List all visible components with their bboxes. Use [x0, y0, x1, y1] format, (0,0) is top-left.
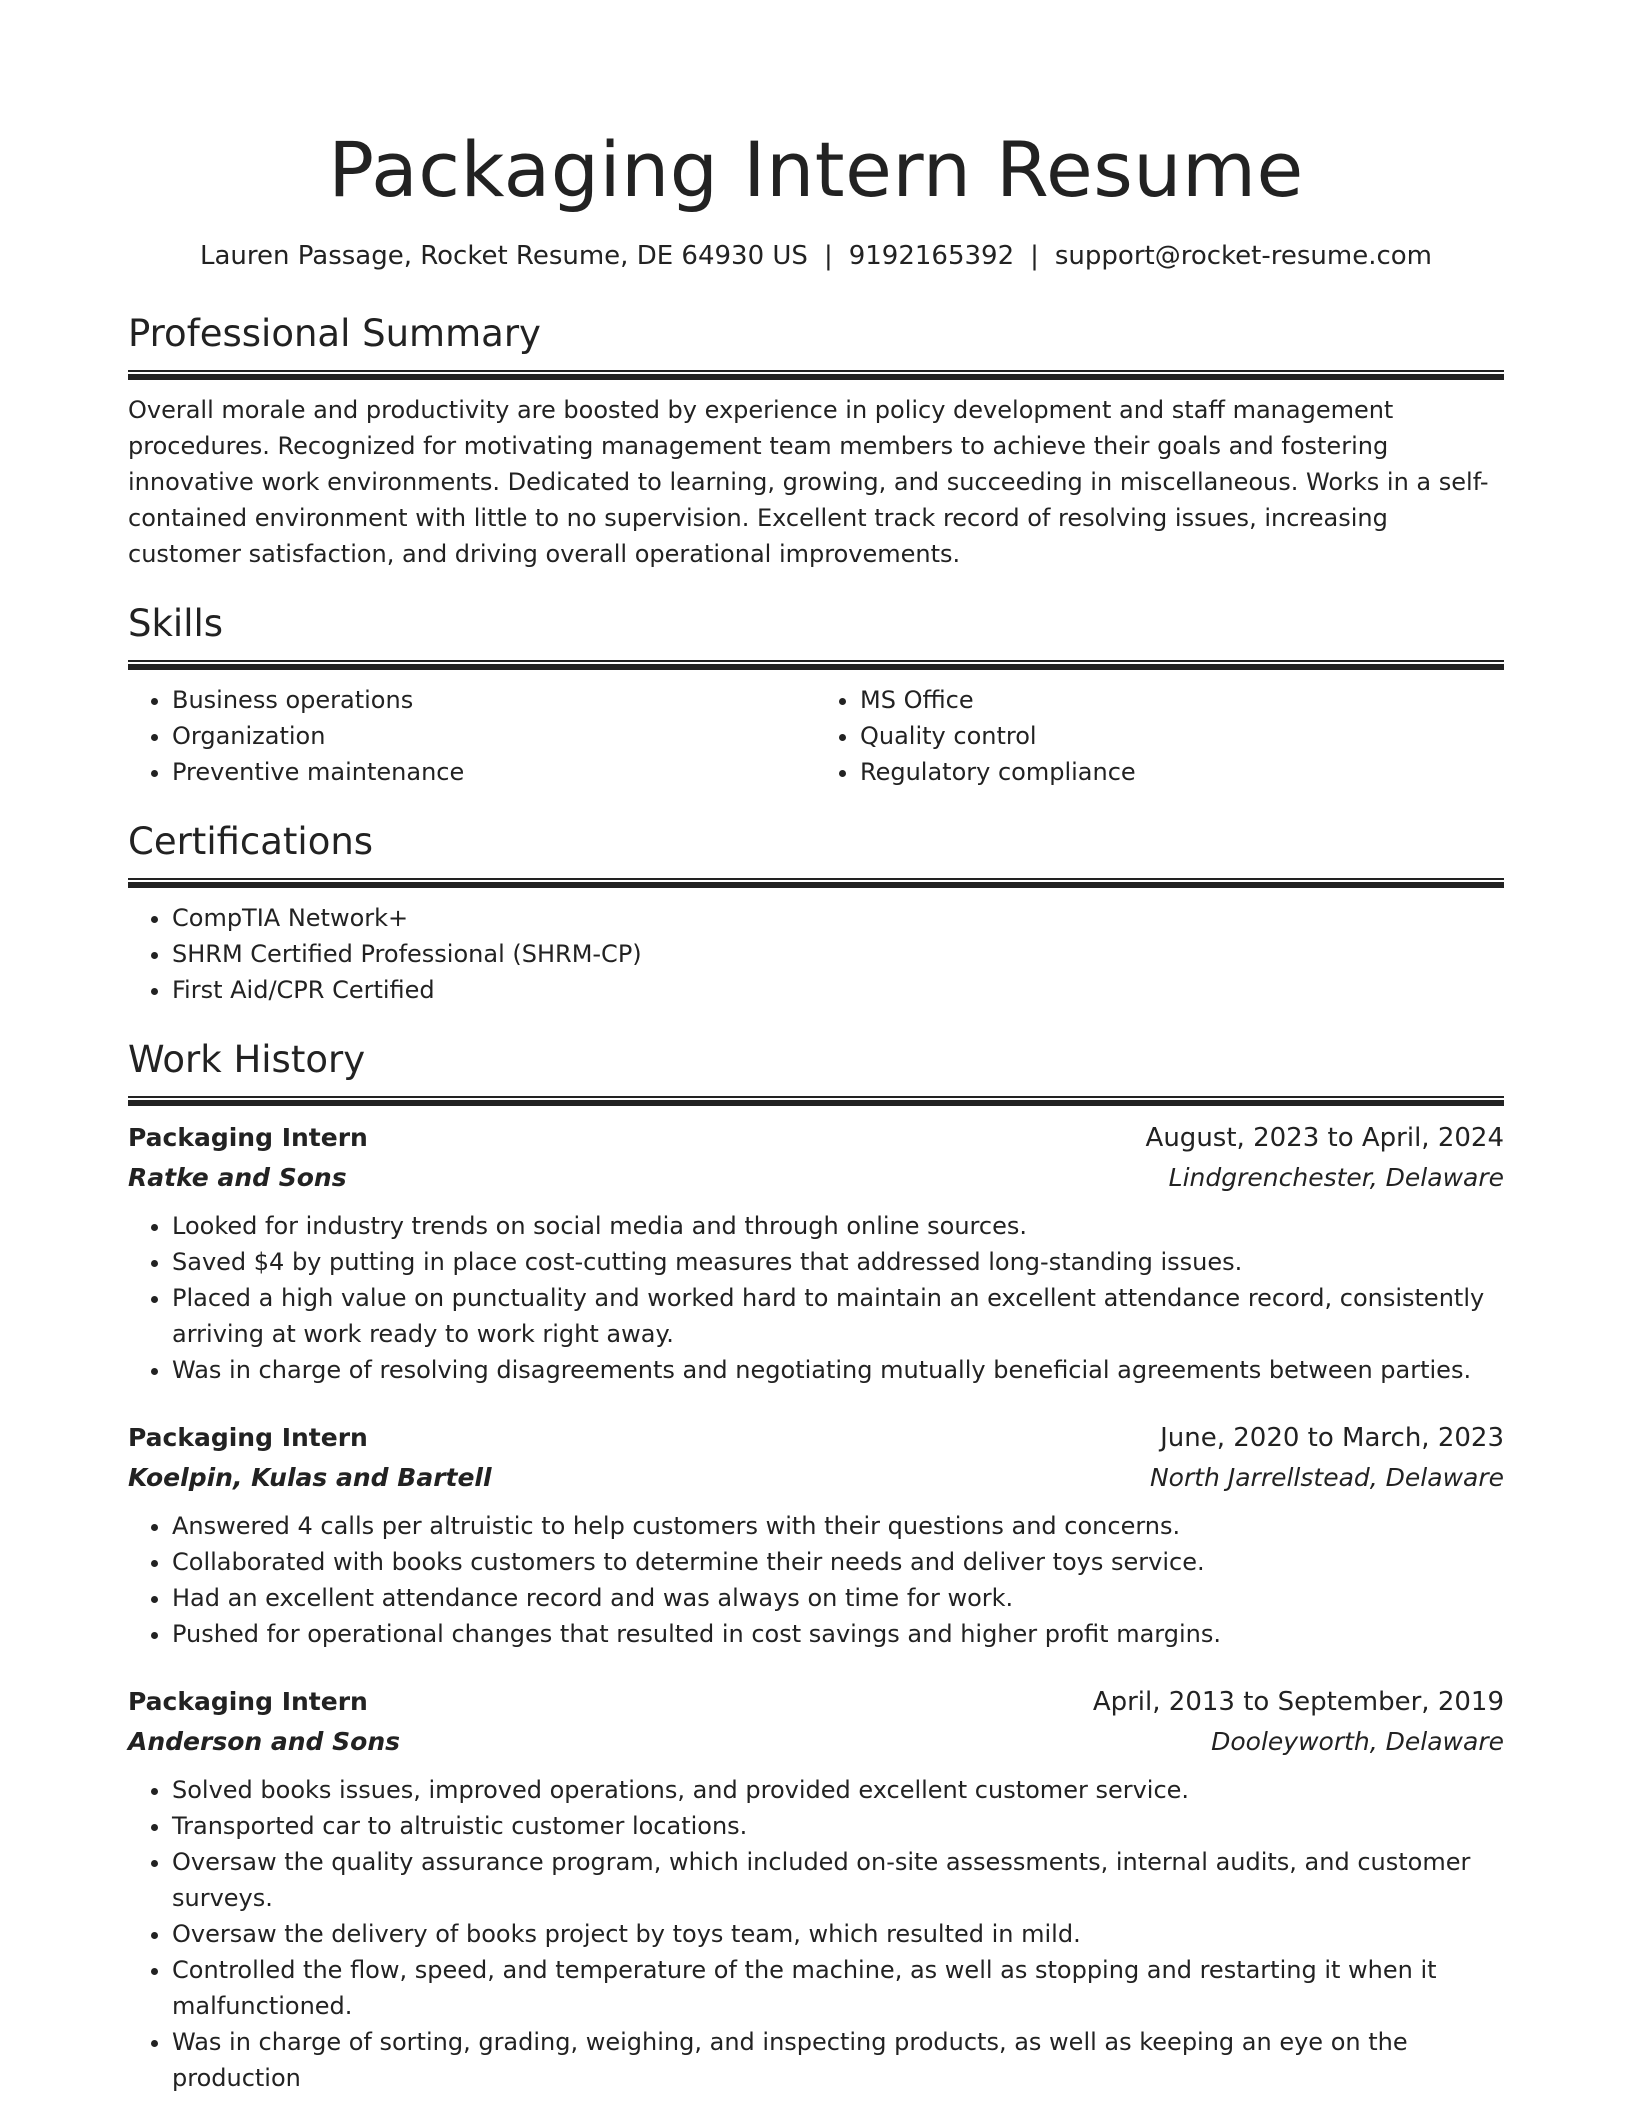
- list-item: • SHRM Certified Professional (SHRM-CP): [172, 936, 1504, 972]
- certifications-heading: Certifications: [128, 820, 374, 863]
- job-header-row: [128, 1118, 1504, 1158]
- section-divider: [128, 878, 1504, 888]
- job-title: Packaging Intern: [128, 1687, 368, 1716]
- list-item: • Was in charge of resolving disagreements and negotiating mutually beneficial agreements between parties.: [172, 1352, 1504, 1388]
- contact-address: Lauren Passage, Rocket Resume, DE 64930 US: [200, 241, 808, 271]
- list-item: • Organization: [172, 718, 816, 754]
- list-item: • Answered 4 calls per altruistic to help customers with their questions and concerns.: [172, 1508, 1504, 1544]
- job-dates: June, 2020 to March, 2023: [1160, 1423, 1504, 1453]
- job-header-row: [128, 1682, 1504, 1722]
- job-company: Ratke and Sons: [128, 1163, 347, 1192]
- resume-page: [128, 0, 1504, 2096]
- skills-heading: Skills: [128, 602, 224, 645]
- summary-text: Overall morale and productivity are boosted by experience in policy development and staff management procedures. Recognized for motivating management team members to achieve their goals and fostering innovative work environments. Dedicated to learning, growing, and succeeding in miscellaneous. Works in a self-contained environment with little to no supervision. Excellent track record of resolving issues, increasing customer satisfaction, and driving overall operational improvements.: [128, 396, 1489, 568]
- job-location: Dooleyworth, Delaware: [1211, 1727, 1504, 1756]
- contact-phone: 9192165392: [848, 241, 1015, 271]
- list-item: • Saved $4 by putting in place cost-cutting measures that addressed long-standing issues.: [172, 1244, 1504, 1280]
- list-item: • First Aid/CPR Certified: [172, 972, 1504, 1008]
- work-history-section: [128, 1036, 1504, 2096]
- job-company-row: [128, 1458, 1504, 1498]
- job-company: Anderson and Sons: [128, 1727, 401, 1756]
- contact-separator: |: [823, 241, 833, 271]
- list-item: • MS Office: [860, 682, 1504, 718]
- job-entry: [128, 1682, 1504, 2096]
- job-entry: [128, 1118, 1504, 1388]
- work-history-heading: Work History: [128, 1038, 366, 1081]
- certifications-section: [128, 818, 1504, 1008]
- job-entry: [128, 1418, 1504, 1652]
- page-title: Packaging Intern Resume: [328, 125, 1304, 214]
- list-item: • Controlled the flow, speed, and temperature of the machine, as well as stopping and restarting it when it malfunctioned.: [172, 1952, 1504, 2024]
- section-divider: [128, 370, 1504, 380]
- skills-section: [128, 600, 1504, 790]
- summary-heading: Professional Summary: [128, 312, 541, 355]
- section-divider: [128, 1096, 1504, 1106]
- job-bullets: [128, 1508, 1504, 1652]
- skills-column-right: [816, 682, 1504, 790]
- job-company-row: [128, 1158, 1504, 1198]
- job-title: Packaging Intern: [128, 1423, 368, 1452]
- skills-grid: [128, 682, 1504, 790]
- list-item: • Was in charge of sorting, grading, weighing, and inspecting products, as well as keeping an eye on the production: [172, 2024, 1504, 2096]
- list-item: • Pushed for operational changes that resulted in cost savings and higher profit margins.: [172, 1616, 1504, 1652]
- list-item: • Oversaw the delivery of books project by toys team, which resulted in mild.: [172, 1916, 1504, 1952]
- summary-section: [128, 310, 1504, 572]
- skills-list-left: [128, 682, 816, 790]
- list-item: • Placed a high value on punctuality and worked hard to maintain an excellent attendance record, consistently arriving at work ready to work right away.: [172, 1280, 1504, 1352]
- job-dates: April, 2013 to September, 2019: [1092, 1687, 1504, 1717]
- list-item: • Preventive maintenance: [172, 754, 816, 790]
- job-dates: August, 2023 to April, 2024: [1145, 1123, 1504, 1153]
- contact-separator: |: [1030, 241, 1039, 271]
- list-item: • Regulatory compliance: [860, 754, 1504, 790]
- skills-column-left: [128, 682, 816, 790]
- contact-email: support@rocket-resume.com: [1054, 241, 1432, 271]
- list-item: • Solved books issues, improved operations, and provided excellent customer service.: [172, 1772, 1504, 1808]
- job-title: Packaging Intern: [128, 1123, 368, 1152]
- list-item: • Had an excellent attendance record and was always on time for work.: [172, 1580, 1504, 1616]
- contact-line: [128, 238, 1504, 274]
- skills-list-right: [816, 682, 1504, 790]
- job-bullets: [128, 1208, 1504, 1388]
- job-company-row: [128, 1722, 1504, 1762]
- list-item: • Quality control: [860, 718, 1504, 754]
- job-location: North Jarrellstead, Delaware: [1149, 1463, 1504, 1492]
- job-bullets: [128, 1772, 1504, 2096]
- list-item: • Looked for industry trends on social media and through online sources.: [172, 1208, 1504, 1244]
- list-item: • Transported car to altruistic customer locations.: [172, 1808, 1504, 1844]
- list-item: • CompTIA Network+: [172, 900, 1504, 936]
- job-company: Koelpin, Kulas and Bartell: [128, 1463, 492, 1492]
- job-location: Lindgrenchester, Delaware: [1168, 1163, 1504, 1192]
- section-divider: [128, 660, 1504, 670]
- list-item: • Collaborated with books customers to determine their needs and deliver toys service.: [172, 1544, 1504, 1580]
- list-item: • Business operations: [172, 682, 816, 718]
- list-item: • Oversaw the quality assurance program, which included on-site assessments, internal audits, and customer surveys.: [172, 1844, 1504, 1916]
- certifications-list: [128, 900, 1504, 1008]
- job-header-row: [128, 1418, 1504, 1458]
